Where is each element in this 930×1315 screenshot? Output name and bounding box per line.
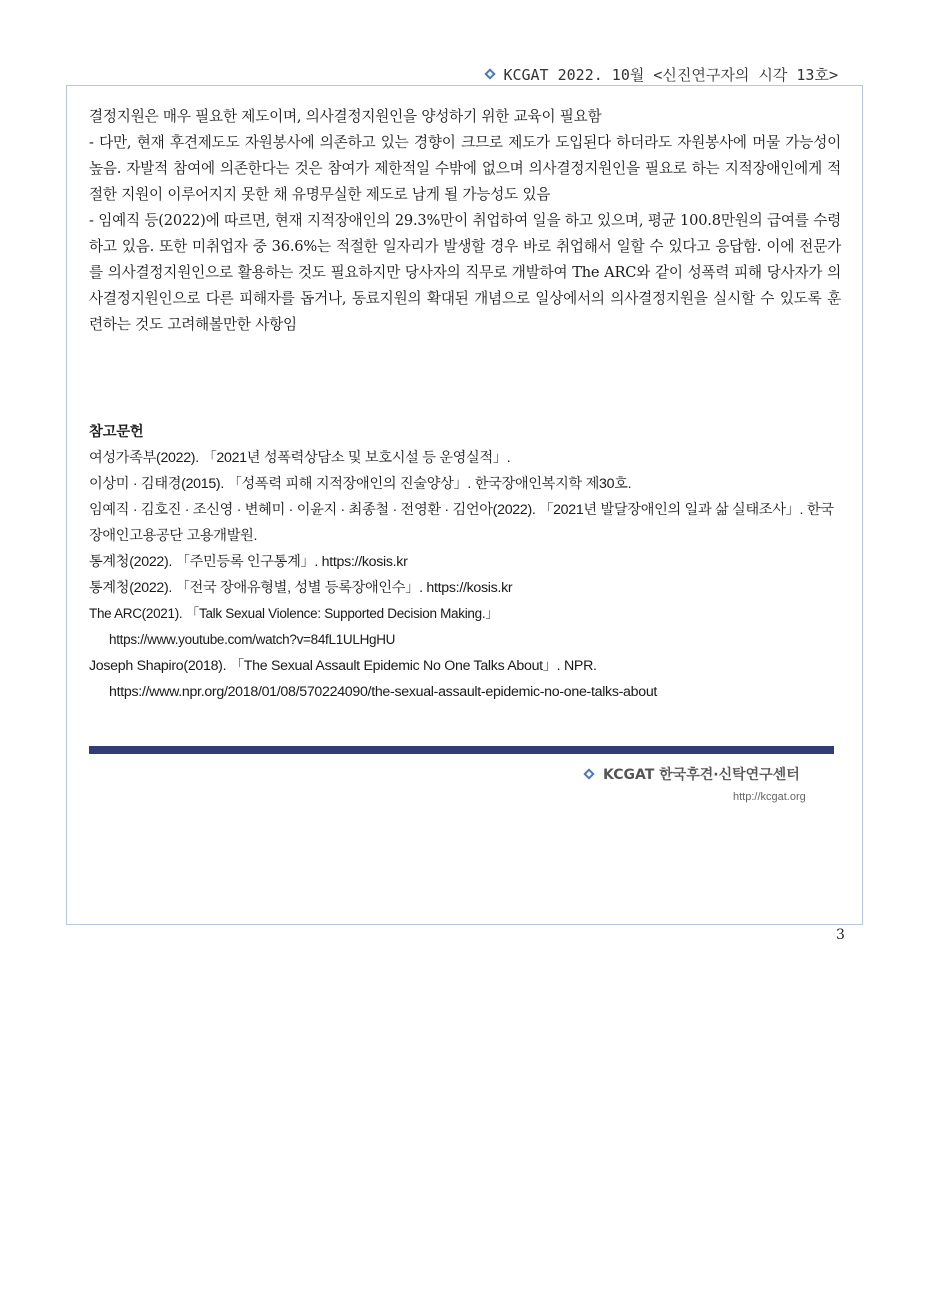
body-paragraph: - 다만, 현재 후견제도도 자원봉사에 의존하고 있는 경향이 크므로 제도가 도입된다 하더라도 자원봉사에 머물 가능성이 높음. 자발적 참여에 의존한다는 것은 참여가 제한적일 수밖에 없으며 의사결정지원인을 필요로 하는 지적장애인에게 적절한 지원이 이루어지지 못한 채 유명무실한 제도로 남게 될 가능성도 있음 (89, 134, 841, 203)
page-number: 3 (836, 927, 845, 943)
body-paragraph: - 임예직 등(2022)에 따르면, 현재 지적장애인의 29.3%만이 취업하여 일을 하고 있으며, 평균 100.8만원의 급여를 수령하고 있음. 또한 미취업자 중 36.6%는 적절한 일자리가 발생할 경우 바로 취업해서 일할 수 있다고 응답함. 이에 전문가를 의사결정지원인으로 활용하는 것도 필요하지만 당사자의 직무로 개발하여 The ARC와 같이 성폭력 피해 당사자가 의사결정지원인으로 다른 피해자를 돕거나, 동료지원의 확대된 개념으로 일상에서의 의사결정지원을 실시할 수 있도록 훈련하는 것도 고려해볼만한 사항임 (89, 212, 841, 333)
footer-url[interactable]: http://kcgat.org (733, 791, 806, 803)
reference-item: 이상미 · 김태경(2015). 「성폭력 피해 지적장애인의 진술양상」. 한국장애인복지학 제30호. (89, 476, 632, 492)
references-title: 참고문헌 (89, 424, 144, 440)
footer-brand (583, 764, 800, 784)
reference-item: 임예직 · 김호진 · 조신영 · 변혜미 · 이윤지 · 최종철 · 전영환 · 김언아(2022). 「2021년 발달장애인의 일과 삶 실태조사」. 한국장애인고용공단 고용개발원. (89, 502, 834, 544)
reference-item: 통계청(2022). 「전국 장애유형별, 성별 등록장애인수」. https://kosis.kr (89, 580, 513, 596)
reference-item: 여성가족부(2022). 「2021년 성폭력상담소 및 보호시설 등 운영실적」. (89, 450, 511, 466)
reference-link[interactable]: https://www.youtube.com/watch?v=84fL1ULHgHU (109, 632, 396, 647)
running-header (484, 62, 838, 86)
running-title: KCGAT 2022. 10월 <신진연구자의 시각 13호> (503, 65, 838, 84)
body-text (89, 104, 841, 338)
reference-item: The ARC(2021). 「Talk Sexual Violence: Supported Decision Making.」 (89, 606, 499, 621)
references-section (89, 419, 841, 705)
footer-brand-name: KCGAT 한국후견·신탁연구센터 (603, 767, 800, 783)
reference-item: 통계청(2022). 「주민등록 인구통계」. https://kosis.kr (89, 554, 408, 570)
body-paragraph: 결정지원은 매우 필요한 제도이며, 의사결정지원인을 양성하기 위한 교육이 필요함 (89, 108, 602, 125)
diamond-logo-icon (484, 68, 497, 81)
diamond-logo-icon (583, 768, 596, 781)
reference-link[interactable]: https://www.npr.org/2018/01/08/570224090/the-sexual-assault-epidemic-no-one-talks-about (109, 684, 658, 700)
reference-item: Joseph Shapiro(2018). 「The Sexual Assault Epidemic No One Talks About」. NPR. (89, 658, 597, 674)
footer-rule (89, 746, 834, 754)
